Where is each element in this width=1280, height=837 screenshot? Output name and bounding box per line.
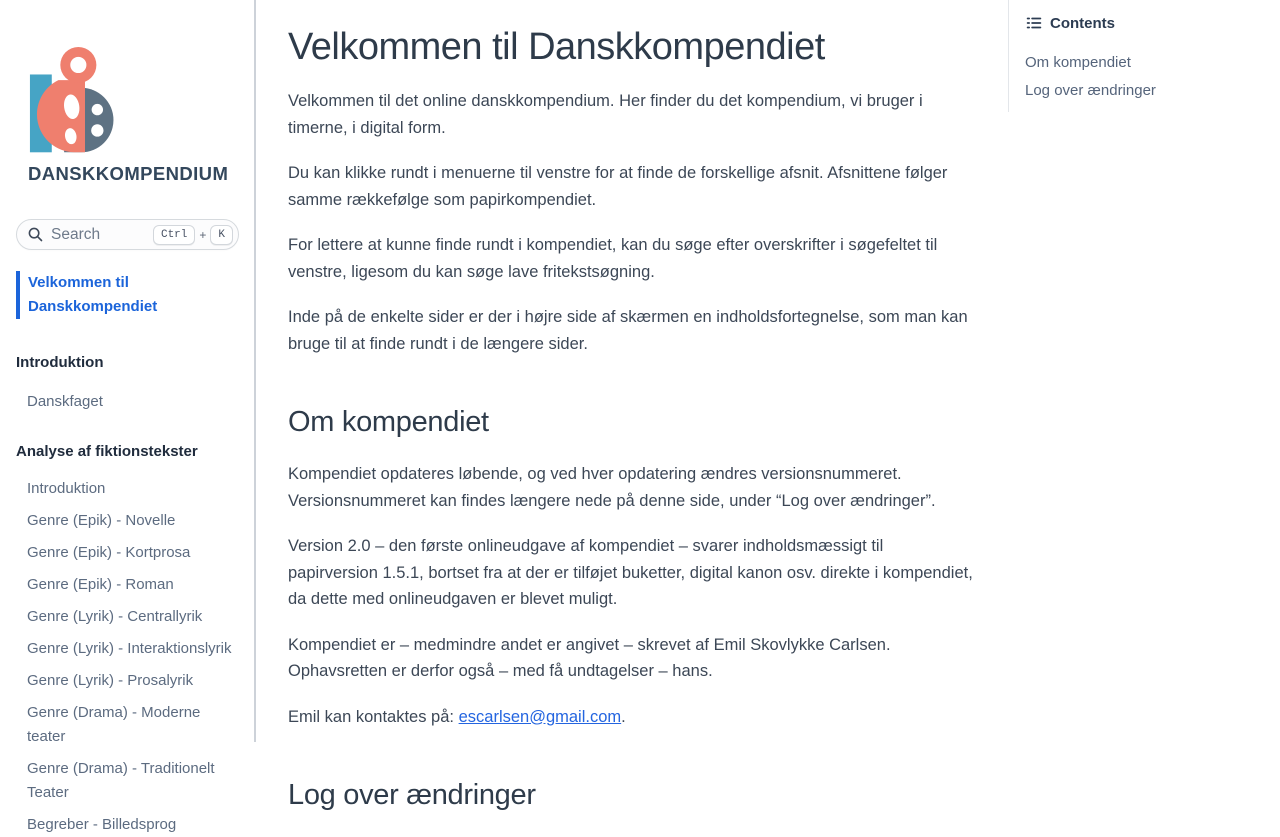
contact-suffix: . bbox=[621, 707, 626, 726]
sidebar-item[interactable]: Genre (Epik) - Novelle bbox=[27, 512, 176, 529]
paragraph: Kompendiet er – medmindre andet er angivet – skrevet af Emil Skovlykke Carlsen. Ophavsretten er derfor også – med få undtagelser – hans. bbox=[288, 635, 891, 680]
search-placeholder: Search bbox=[51, 225, 101, 243]
sidebar-item-velkommen[interactable]: Velkommen til Danskkompendiet bbox=[16, 271, 226, 319]
shortcut-plus: + bbox=[199, 227, 207, 242]
paragraph: Inde på de enkelte sider er der i højre side af skærmen en indholdsfortegnelse, som man kan bruge til at finde rundt i de længere sider. bbox=[288, 308, 968, 353]
main-content bbox=[257, 0, 1008, 811]
sidebar-nav bbox=[16, 271, 241, 837]
paragraph: For lettere at kunne finde rundt i kompendiet, kan du søge efter overskrifter i søgefeltet til venstre, ligesom du kan søge lave fritekstsøgning. bbox=[288, 236, 938, 281]
toc-item[interactable]: Log over ændringer bbox=[1025, 82, 1156, 99]
paragraph: Velkommen til det online danskkompendium. Her finder du det kompendium, vi bruger i timerne, i digital form. bbox=[288, 92, 923, 137]
sidebar-item[interactable]: Introduktion bbox=[27, 480, 106, 497]
sidebar-item[interactable]: Genre (Drama) - Traditionelt Teater bbox=[27, 760, 215, 801]
logo-wordmark: DANSKKOMPENDIUM bbox=[28, 163, 229, 184]
sidebar-item[interactable]: Genre (Lyrik) - Centrallyrik bbox=[27, 608, 203, 625]
nav-section-analyse: Analyse af fiktionstekster bbox=[16, 443, 198, 460]
om-paragraphs bbox=[288, 461, 976, 685]
toc-panel bbox=[1008, 0, 1280, 800]
sidebar bbox=[0, 0, 257, 833]
toc-header bbox=[1025, 14, 1270, 32]
k-key-badge: K bbox=[210, 225, 233, 245]
site-logo[interactable] bbox=[28, 46, 241, 185]
intro-paragraphs bbox=[288, 88, 976, 357]
list-icon bbox=[1025, 14, 1043, 32]
logo-icon bbox=[28, 46, 123, 158]
section-heading-om-kompendiet: Om kompendiet bbox=[288, 406, 489, 438]
paragraph: Version 2.0 – den første onlineudgave af kompendiet – svarer indholdsmæssigt til papirversion 1.5.1, bortset fra at der er tilføjet buketter, digital kanon osv. direkte i kompendiet, da dette med onlineudgaven er blevet muligt. bbox=[288, 537, 973, 608]
section-heading-log-over-aendringer: Log over ændringer bbox=[288, 779, 536, 811]
page-title: Velkommen til Danskkompendiet bbox=[288, 26, 825, 68]
magnifier-icon bbox=[28, 227, 43, 242]
contact-prefix: Emil kan kontaktes på: bbox=[288, 707, 459, 726]
nav-section-introduktion: Introduktion bbox=[16, 354, 104, 371]
sidebar-item[interactable]: Genre (Epik) - Kortprosa bbox=[27, 544, 191, 561]
toc-title-label: Contents bbox=[1050, 14, 1115, 32]
sidebar-item[interactable]: Begreber - Billedsprog bbox=[27, 816, 177, 833]
contact-line bbox=[288, 704, 976, 731]
sidebar-item[interactable]: Genre (Lyrik) - Interaktionslyrik bbox=[27, 640, 232, 657]
toc-item[interactable]: Om kompendiet bbox=[1025, 54, 1131, 71]
nav-item-list bbox=[16, 477, 241, 837]
sidebar-item[interactable]: Genre (Lyrik) - Prosalyrik bbox=[27, 672, 194, 689]
search-input[interactable] bbox=[16, 219, 239, 250]
paragraph: Du kan klikke rundt i menuerne til venstre for at finde de forskellige afsnit. Afsnittene følger samme rækkefølge som papirkompendiet. bbox=[288, 164, 948, 209]
toc-list bbox=[1025, 49, 1270, 105]
sidebar-scrollbar[interactable] bbox=[254, 0, 256, 742]
sidebar-item-danskfaget[interactable]: Danskfaget bbox=[27, 393, 103, 410]
paragraph: Kompendiet opdateres løbende, og ved hver opdatering ændres versionsnummeret. Versionsnummeret kan findes længere nede på denne side, under “Log over ændringer”. bbox=[288, 465, 936, 510]
sidebar-item[interactable]: Genre (Drama) - Moderne teater bbox=[27, 704, 201, 745]
email-link[interactable]: escarlsen@gmail.com bbox=[458, 707, 622, 726]
ctrl-key-badge: Ctrl bbox=[153, 225, 195, 245]
sidebar-item[interactable]: Genre (Epik) - Roman bbox=[27, 576, 174, 593]
search-shortcut bbox=[153, 225, 233, 245]
